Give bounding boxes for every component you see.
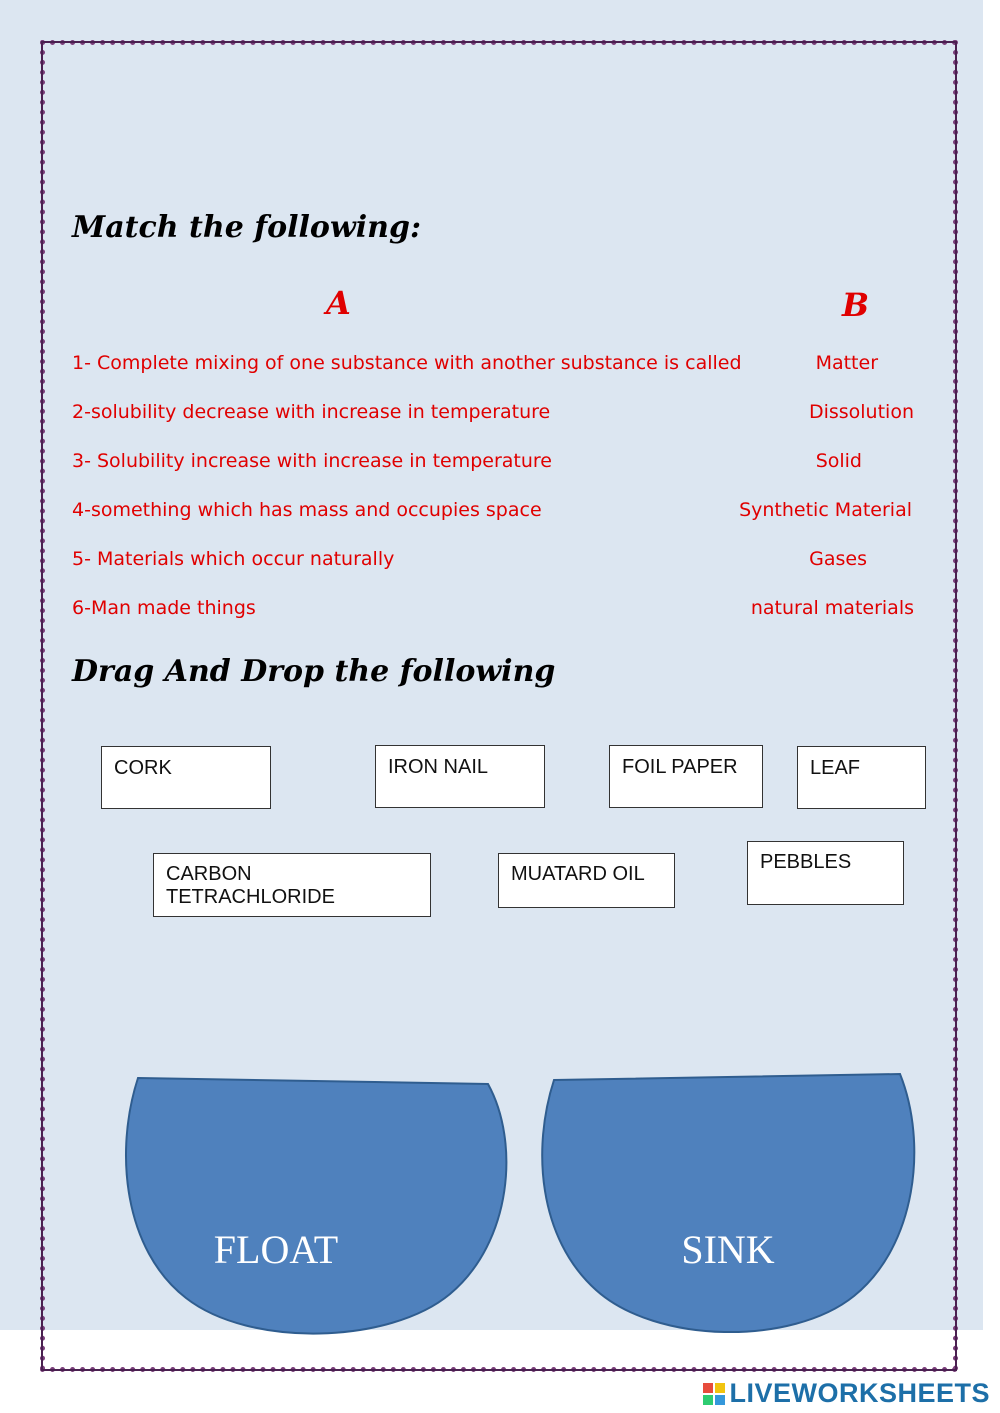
match-item-b-3[interactable]: Solid — [815, 450, 862, 472]
sink-bowl-shape — [536, 1072, 920, 1340]
drag-tile-muatard-oil[interactable]: MUATARD OIL — [498, 853, 675, 908]
match-item-a-4[interactable]: 4-something which has mass and occupies space — [72, 499, 542, 521]
match-item-b-5[interactable]: Gases — [809, 548, 867, 570]
match-item-a-5[interactable]: 5- Materials which occur naturally — [72, 548, 395, 570]
drag-tile-iron-nail[interactable]: IRON NAIL — [375, 745, 545, 808]
float-drop-zone[interactable] — [120, 1072, 512, 1340]
match-item-b-4[interactable]: Synthetic Material — [739, 499, 912, 521]
match-item-b-2[interactable]: Dissolution — [808, 401, 914, 423]
column-b-header: B — [842, 286, 870, 324]
sink-label: SINK — [681, 1227, 775, 1272]
match-item-a-1[interactable]: 1- Complete mixing of one substance with another substance is called — [72, 352, 742, 374]
drag-tile-foil-paper[interactable]: FOIL PAPER — [609, 745, 763, 808]
float-label: FLOAT — [213, 1227, 339, 1272]
match-heading: Match the following: — [72, 210, 422, 245]
match-item-b-6[interactable]: natural materials — [750, 597, 914, 619]
drag-tile-carbon-tetrachloride[interactable]: CARBON TETRACHLORIDE — [153, 853, 431, 917]
sink-drop-zone[interactable] — [536, 1072, 920, 1340]
drag-tile-pebbles[interactable]: PEBBLES — [747, 841, 904, 905]
drag-tile-leaf[interactable]: LEAF — [797, 746, 926, 809]
match-item-a-6[interactable]: 6-Man made things — [72, 597, 256, 619]
brand-name: LIVEWORKSHEETS — [729, 1378, 990, 1408]
liveworksheets-icon — [703, 1383, 725, 1405]
match-item-a-2[interactable]: 2-solubility decrease with increase in temperature — [72, 401, 551, 423]
float-bowl-shape — [120, 1072, 512, 1340]
drag-tile-cork[interactable]: CORK — [101, 746, 271, 809]
match-item-a-3[interactable]: 3- Solubility increase with increase in temperature — [72, 450, 553, 472]
liveworksheets-logo[interactable] — [703, 1378, 990, 1409]
column-a-header: A — [326, 284, 351, 322]
match-item-b-1[interactable]: Matter — [815, 352, 878, 374]
drag-heading: Drag And Drop the following — [72, 654, 556, 689]
